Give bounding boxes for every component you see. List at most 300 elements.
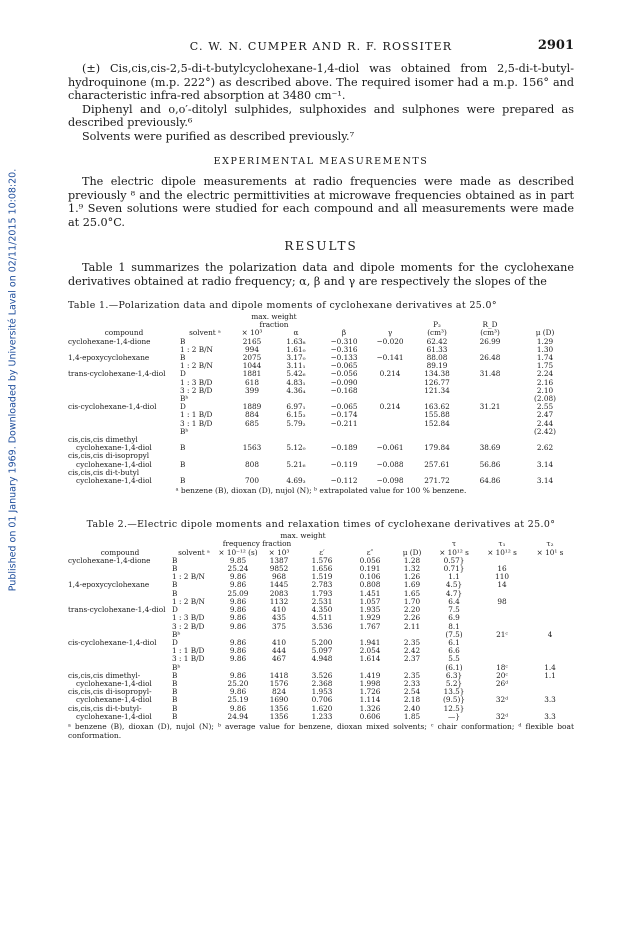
t2-cell: 1.326 <box>359 703 381 713</box>
t2-cell: 1.057 <box>359 596 381 606</box>
t1-cell: 1889 <box>242 402 262 412</box>
t1-row <box>68 428 574 436</box>
t1-cell: 1.30 <box>536 344 554 354</box>
table2-footnote: ᵃ benzene (B), dioxan (D), nujol (N); ᵇ average value for benzene, dioxan mixed solvents; ᶜ chair conformation; ᵈ flexible boat conformation. <box>68 721 574 740</box>
t1-cell: 3 : 1 B/D <box>180 418 213 428</box>
t1-cell: 64.86 <box>479 476 501 486</box>
t1-cell <box>370 420 410 428</box>
t1-head-gamma: γ <box>387 328 393 338</box>
t1-head-solvent: solvent ᵃ <box>189 328 221 338</box>
t2-cell: B <box>172 670 178 680</box>
t2-head-tau-top: τ <box>451 539 457 549</box>
t1-cell: 1,4-epoxycyclohexane <box>68 353 150 363</box>
t2-cell: 9.86 <box>229 703 247 713</box>
t1-head-alpha: α <box>293 328 299 338</box>
t1-cell: (2.08) <box>534 394 556 404</box>
t1-cell: cyclohexane-1,4-diol <box>76 443 152 453</box>
t1-cell <box>180 452 230 460</box>
t2-cell: B <box>172 588 178 598</box>
t1-cell <box>68 379 180 387</box>
t1-cell: −0.112 <box>330 476 358 486</box>
t1-cell: 4.69₃ <box>286 476 306 486</box>
t1-cell: −0.065 <box>330 402 358 412</box>
t2-cell: 968 <box>272 572 286 582</box>
t1-cell: −0.211 <box>330 418 358 428</box>
t2-cell: 2.40 <box>403 703 421 713</box>
t2-cell <box>68 655 172 663</box>
t2-cell: 1.451 <box>359 588 381 598</box>
intro-paragraph-1: (±) Cis,cis,cis-2,5-di-t-butylcyclohexane-1,4-diol was obtained from 2,5-di-t-butyl-hydroquinone (m.p. 222°) as described above. The required isomer had a m.p. 156° and characteristic infra-red absorption at 3480 cm⁻¹. <box>68 62 574 102</box>
t2-cell: 9.86 <box>229 613 247 623</box>
t2-cell: cis,cis,cis di-t-butyl- <box>68 703 142 713</box>
t2-cell: Bᵇ <box>172 662 181 672</box>
t2-cell: 25.24 <box>227 564 249 574</box>
t1-cell: 808 <box>245 459 259 469</box>
t2-cell: 1.4 <box>544 662 556 672</box>
t1-cell <box>370 379 410 387</box>
t1-row <box>68 403 574 411</box>
table2-caption: Table 2.—Electric dipole moments and relaxation times of cyclohexane derivatives at 25.0° <box>86 519 556 531</box>
t1-head-compound: compound <box>104 328 144 338</box>
t2-cell: 5.5 <box>448 654 460 664</box>
t2-cell: 7.5 <box>448 605 460 615</box>
t1-head-maxweight-1: max. weight <box>251 312 297 321</box>
t2-cell: 2083 <box>269 588 289 598</box>
t2-cell: 4.948 <box>311 654 333 664</box>
t2-head-frequency: frequency fraction <box>222 539 292 549</box>
t2-cell: 410 <box>272 605 286 615</box>
t1-cell: 257.61 <box>424 459 450 469</box>
t1-cell: 6.97₁ <box>286 402 306 412</box>
t1-row <box>68 370 574 378</box>
t2-cell: 0.106 <box>359 572 381 582</box>
t1-cell: 1 : 3 B/D <box>180 377 213 387</box>
table1 <box>68 313 574 485</box>
t2-cell: 9.86 <box>229 687 247 697</box>
t1-cell: trans-cyclohexane-1,4-diol <box>68 369 166 379</box>
t2-cell: 2.11 <box>403 621 421 631</box>
t1-cell <box>410 428 464 436</box>
t1-cell: B <box>180 336 186 346</box>
t1-cell: 3.17₀ <box>286 353 306 363</box>
t1-cell <box>180 436 230 444</box>
t2-cell: 1 : 1 B/D <box>172 646 205 656</box>
t2-cell: 3.3 <box>544 695 556 705</box>
t2-cell: cis,cis,cis di-isopropyl- <box>68 687 152 697</box>
t1-cell: 2165 <box>242 336 262 346</box>
t2-cell: 16 <box>497 564 507 574</box>
t1-cell: 700 <box>245 476 259 486</box>
t2-cell: 2.37 <box>403 654 421 664</box>
t2-cell: 21ᶜ <box>496 629 508 639</box>
t1-row <box>68 420 574 428</box>
table1-caption: Table 1.—Polarization data and dipole moments of cyclohexane derivatives at 25.0° <box>68 300 498 311</box>
t2-cell: 25.19 <box>227 695 249 705</box>
t1-cell: 1.29 <box>536 336 554 346</box>
t2-cell: 1.935 <box>359 605 381 615</box>
t2-cell: 1.726 <box>359 687 381 697</box>
t1-cell: −0.056 <box>330 369 358 379</box>
t2-cell: 1.233 <box>311 711 333 721</box>
t2-cell: 1.65 <box>403 588 421 598</box>
t1-head-rd: (cm³) <box>480 328 500 338</box>
t1-cell: 5.42₆ <box>286 369 306 379</box>
t2-cell: 4.350 <box>311 605 333 615</box>
t2-cell <box>478 614 526 622</box>
t2-cell: —} <box>448 711 460 721</box>
t2-cell: 1.576 <box>311 555 333 565</box>
t2-head-freq: × 10⁻¹² (s) <box>218 547 258 557</box>
t1-cell: 2075 <box>242 353 262 363</box>
t1-cell: 62.42 <box>426 336 448 346</box>
t2-cell: 26ᵈ <box>495 678 509 688</box>
t1-cell: 685 <box>245 418 259 428</box>
t1-cell: 6.15₃ <box>286 410 306 420</box>
t1-cell: D <box>180 402 186 412</box>
t1-cell: −0.168 <box>330 385 358 395</box>
t2-cell: 14 <box>497 580 507 590</box>
t1-head-x: × 10³ <box>241 328 263 338</box>
t2-cell: 1.26 <box>403 572 421 582</box>
t2-cell: 2.42 <box>403 646 421 656</box>
results-text: Table 1 summarizes the polarization data and dipole moments for the cyclohexane derivatives obtained at radio frequency; α, β and γ are respectively the slopes of the <box>68 261 574 288</box>
t1-cell: 884 <box>245 410 259 420</box>
experimental-heading: EXPERIMENTAL MEASUREMENTS <box>213 156 429 167</box>
t1-cell: 179.84 <box>424 443 450 453</box>
t2-cell: 4.5} <box>445 580 463 590</box>
t2-cell: 9.86 <box>229 580 247 590</box>
t2-cell: 32ᵈ <box>495 695 509 705</box>
t2-cell: 8.1 <box>448 621 460 631</box>
t2-cell: 6.3} <box>445 670 463 680</box>
t1-cell: −0.133 <box>330 353 358 363</box>
t2-cell: B <box>172 678 178 688</box>
t2-cell: 3 : 1 B/D <box>172 654 205 664</box>
t2-cell: 3.526 <box>311 670 333 680</box>
t2-cell <box>478 606 526 614</box>
t2-cell: 9.86 <box>229 572 247 582</box>
t2-cell: 9.86 <box>229 654 247 664</box>
t2-cell <box>526 606 574 614</box>
download-watermark <box>6 150 20 610</box>
t2-head-mu: μ (D) <box>402 547 422 557</box>
t1-cell: 5.12₀ <box>286 443 306 453</box>
t1-cell: 2.55 <box>536 402 554 412</box>
t2-cell: cyclohexane-1,4-diol <box>76 678 152 688</box>
t1-cell <box>370 387 410 395</box>
t1-cell: 271.72 <box>424 476 450 486</box>
t2-cell: 4.7} <box>445 588 463 598</box>
t2-cell: 9.86 <box>229 670 247 680</box>
t2-cell: 1418 <box>269 670 289 680</box>
t2-cell <box>68 565 172 573</box>
t2-cell: 1.998 <box>359 678 381 688</box>
t1-cell: 1.61₀ <box>286 344 306 354</box>
t1-cell: cyclohexane-1,4-dione <box>68 336 151 346</box>
download-watermark-text: Published on 01 January 1969. Downloaded by Université Laval on 02/11/2015 10:08:20. <box>7 168 19 592</box>
t2-cell: 4.511 <box>311 613 333 623</box>
t2-cell: 1576 <box>269 678 289 688</box>
t1-cell: cis,cis,cis dimethyl <box>68 435 138 445</box>
t2-cell: 5.097 <box>311 646 333 656</box>
t1-cell: 5.79₂ <box>286 418 306 428</box>
t2-cell: 3 : 2 B/D <box>172 621 205 631</box>
t1-head-rd-top: R_D <box>482 320 498 330</box>
t2-cell: 4 <box>547 629 553 639</box>
t2-cell <box>526 565 574 573</box>
t2-cell: 1.70 <box>403 596 421 606</box>
t1-cell: 2.24 <box>536 369 554 379</box>
t2-head-eps2: ε″ <box>366 547 374 557</box>
t2-cell: 3.536 <box>311 621 333 631</box>
t2-cell: 1.620 <box>311 703 333 713</box>
t1-cell <box>68 420 180 428</box>
t2-cell: 1.941 <box>359 637 381 647</box>
t1-cell: 126.77 <box>424 377 450 387</box>
t1-cell: 152.84 <box>424 418 450 428</box>
t1-cell: 2.62 <box>536 443 554 453</box>
t2-cell: 24.94 <box>227 711 249 721</box>
t1-cell <box>318 428 370 436</box>
t2-cell: 32ᵈ <box>495 711 509 721</box>
t1-row <box>68 461 574 469</box>
t1-cell: 56.86 <box>479 459 501 469</box>
t2-cell: 9.86 <box>229 621 247 631</box>
t1-cell: 31.21 <box>479 402 501 412</box>
t1-cell: 89.19 <box>426 361 448 371</box>
intro-paragraph-2: Diphenyl and o,o′-ditolyl sulphides, sulphoxides and sulphones were prepared as described previously.⁶ <box>68 102 574 129</box>
t1-cell: 1044 <box>242 361 262 371</box>
t1-cell: −0.141 <box>376 353 404 363</box>
header-authors: C. W. N. CUMPER AND R. F. ROSSITER <box>189 40 453 53</box>
t2-cell: 0.808 <box>359 580 381 590</box>
t1-head-maxweight-2: fraction <box>259 320 289 330</box>
t2-cell: 2.18 <box>403 695 421 705</box>
t1-cell: −0.119 <box>330 459 358 469</box>
t1-cell: 38.69 <box>479 443 501 453</box>
t2-cell: 1 : 3 B/D <box>172 613 205 623</box>
t2-cell: B <box>172 695 178 705</box>
t1-cell: −0.065 <box>330 361 358 371</box>
t2-cell: 1.1 <box>544 670 556 680</box>
t2-cell: 5.2} <box>445 678 463 688</box>
t1-cell: 4.36₄ <box>286 385 306 395</box>
t1-cell: −0.310 <box>330 336 358 346</box>
t2-head-maxweight: max. weight <box>280 531 326 541</box>
t2-cell: 6.4 <box>448 596 460 606</box>
t1-cell: 2.16 <box>536 377 554 387</box>
t2-cell <box>68 623 172 631</box>
t2-cell: 2.20 <box>403 605 421 615</box>
t2-cell: 9.85 <box>229 555 247 565</box>
t1-cell: 134.38 <box>424 369 450 379</box>
t1-cell: −0.088 <box>376 459 404 469</box>
t2-cell: 1.114 <box>359 695 381 705</box>
t1-cell: 618 <box>245 377 259 387</box>
t2-cell: 1387 <box>269 555 289 565</box>
t2-cell: 6.1 <box>448 637 460 647</box>
t2-head-tau1-top: τ₁ <box>498 539 506 549</box>
t2-cell <box>68 647 172 655</box>
t2-cell: 1.953 <box>311 687 333 697</box>
t2-cell: 110 <box>495 572 509 582</box>
t2-cell: cis-cyclohexane-1,4-diol <box>68 637 157 647</box>
t1-cell: −0.020 <box>376 336 404 346</box>
t2-cell: 1356 <box>269 711 289 721</box>
t1-row <box>68 411 574 419</box>
results-heading: RESULTS <box>284 239 358 253</box>
t1-row <box>68 477 574 485</box>
t2-cell <box>478 647 526 655</box>
t2-head-solvent: solvent ᵃ <box>178 547 210 557</box>
t2-cell: (6.1) <box>445 662 463 672</box>
t2-cell: D <box>172 605 178 615</box>
t2-cell <box>526 573 574 581</box>
t1-cell: 1.74 <box>536 353 554 363</box>
t1-cell: 121.34 <box>424 385 450 395</box>
t2-cell: 1 : 2 B/N <box>172 572 205 582</box>
t1-cell: 1 : 1 B/D <box>180 410 213 420</box>
t1-cell: 2.10 <box>536 385 554 395</box>
t2-cell <box>526 598 574 606</box>
t1-cell: 0.214 <box>379 402 401 412</box>
t2-cell: 1690 <box>269 695 289 705</box>
t2-cell: 9.86 <box>229 646 247 656</box>
t2-cell: 2.531 <box>311 596 333 606</box>
t2-cell: 410 <box>272 637 286 647</box>
t2-cell: 3.3 <box>544 711 556 721</box>
t1-cell <box>464 379 516 387</box>
t2-row <box>68 713 574 721</box>
t1-cell: 3 : 2 B/D <box>180 385 213 395</box>
t1-cell <box>370 411 410 419</box>
t1-cell: Bᵇ <box>180 394 189 404</box>
t2-cell: 1.656 <box>311 564 333 574</box>
t1-cell: B <box>180 476 186 486</box>
t2-cell: 2.35 <box>403 637 421 647</box>
t1-cell <box>68 387 180 395</box>
t2-cell: 0.57} <box>443 555 465 565</box>
t2-cell: 25.09 <box>227 588 249 598</box>
t2-head-tau: × 10¹² s <box>439 547 469 557</box>
t2-head-x: × 10³ <box>268 547 290 557</box>
t1-cell: (2.42) <box>534 426 556 436</box>
t2-cell: 2.054 <box>359 646 381 656</box>
t2-cell: 375 <box>272 621 286 631</box>
t1-cell <box>230 428 274 436</box>
t2-cell: 435 <box>272 613 286 623</box>
t2-cell: 1.519 <box>311 572 333 582</box>
t2-cell: 2.54 <box>403 687 421 697</box>
t1-cell: 31.48 <box>479 369 501 379</box>
t2-cell: 0.71} <box>443 564 465 574</box>
t2-cell <box>526 680 574 688</box>
t1-cell: −0.174 <box>330 410 358 420</box>
t1-cell: B <box>180 443 186 453</box>
t2-cell <box>526 614 574 622</box>
t2-cell: 98 <box>497 596 507 606</box>
t1-cell: −0.061 <box>376 443 404 453</box>
t2-cell <box>526 581 574 589</box>
t2-cell: cyclohexane-1,4-diol <box>76 711 152 721</box>
t2-cell: 6.6 <box>448 646 460 656</box>
t2-cell: 5.200 <box>311 637 333 647</box>
t2-cell: 25.20 <box>227 678 249 688</box>
t2-cell: cis,cis,cis dimethyl- <box>68 670 141 680</box>
t2-cell: 2.368 <box>311 678 333 688</box>
t2-cell <box>68 590 172 598</box>
t1-row <box>68 387 574 395</box>
t2-cell: 0.191 <box>359 564 381 574</box>
t2-cell: D <box>172 637 178 647</box>
t1-head-p2: (cm³) <box>427 328 447 338</box>
t1-cell: 26.99 <box>479 336 501 346</box>
t1-cell: 3.11₁ <box>286 361 306 371</box>
t1-cell: 163.62 <box>424 402 450 412</box>
t2-cell: 1.929 <box>359 613 381 623</box>
t2-head-tau2: × 10¹ s <box>536 547 564 557</box>
t1-cell: cis-cyclohexane-1,4-diol <box>68 402 157 412</box>
t1-cell: 1.63₈ <box>286 336 306 346</box>
t2-cell <box>478 639 526 647</box>
t1-cell: 994 <box>245 344 259 354</box>
t2-cell: 1.793 <box>311 588 333 598</box>
t1-cell: 155.88 <box>424 410 450 420</box>
t1-row <box>68 338 574 346</box>
t1-cell: 3.14 <box>536 459 554 469</box>
t2-cell: (7.5) <box>445 629 463 639</box>
t1-cell: B <box>180 459 186 469</box>
t2-cell: 1.32 <box>403 564 421 574</box>
t2-cell: B <box>172 555 178 565</box>
t1-cell: D <box>180 369 186 379</box>
t1-cell: 0.214 <box>379 369 401 379</box>
t1-cell <box>464 420 516 428</box>
t2-cell: 18ᶜ <box>496 662 508 672</box>
t2-head-compound: compound <box>100 547 140 557</box>
t1-head-beta: β <box>341 328 347 338</box>
t2-head-eps1: ε′ <box>319 547 325 557</box>
t1-cell: 2.44 <box>536 418 554 428</box>
t2-cell <box>526 590 574 598</box>
table2 <box>68 532 574 721</box>
t1-head-p2-top: P₂ <box>433 320 441 330</box>
t2-cell: 12.5} <box>443 703 465 713</box>
t2-cell <box>68 614 172 622</box>
page-number: 2901 <box>537 38 574 53</box>
t2-cell: 1 : 2 B/N <box>172 596 205 606</box>
t2-cell: B <box>172 564 178 574</box>
t2-cell: (9.5)} <box>443 695 465 705</box>
t2-cell: 9.86 <box>229 605 247 615</box>
t1-cell: 61.33 <box>426 344 448 354</box>
experimental-text: The electric dipole measurements at radio frequencies were made as described previously ⁸ and the electric permittivities at microwave frequencies obtained as in part 1.⁹ Seven solutions were studied for each compound and all measurements were made at 25.0°C. <box>68 175 574 229</box>
t1-cell <box>464 411 516 419</box>
t2-cell: 2.26 <box>403 613 421 623</box>
t2-cell: 1.614 <box>359 654 381 664</box>
t1-cell: B <box>180 353 186 363</box>
t1-cell: 399 <box>245 385 259 395</box>
t1-cell: −0.189 <box>330 443 358 453</box>
t2-cell: 9.86 <box>229 596 247 606</box>
t2-cell: cyclohexane-1,4-dione <box>68 555 151 565</box>
journal-page <box>68 40 574 740</box>
t2-cell: Bᵇ <box>172 629 181 639</box>
t2-cell: trans-cyclohexane-1,4-diol <box>68 605 166 615</box>
t1-cell: −0.098 <box>376 476 404 486</box>
t1-cell: 1 : 2 B/N <box>180 361 213 371</box>
t1-cell: 4.83₁ <box>286 377 306 387</box>
